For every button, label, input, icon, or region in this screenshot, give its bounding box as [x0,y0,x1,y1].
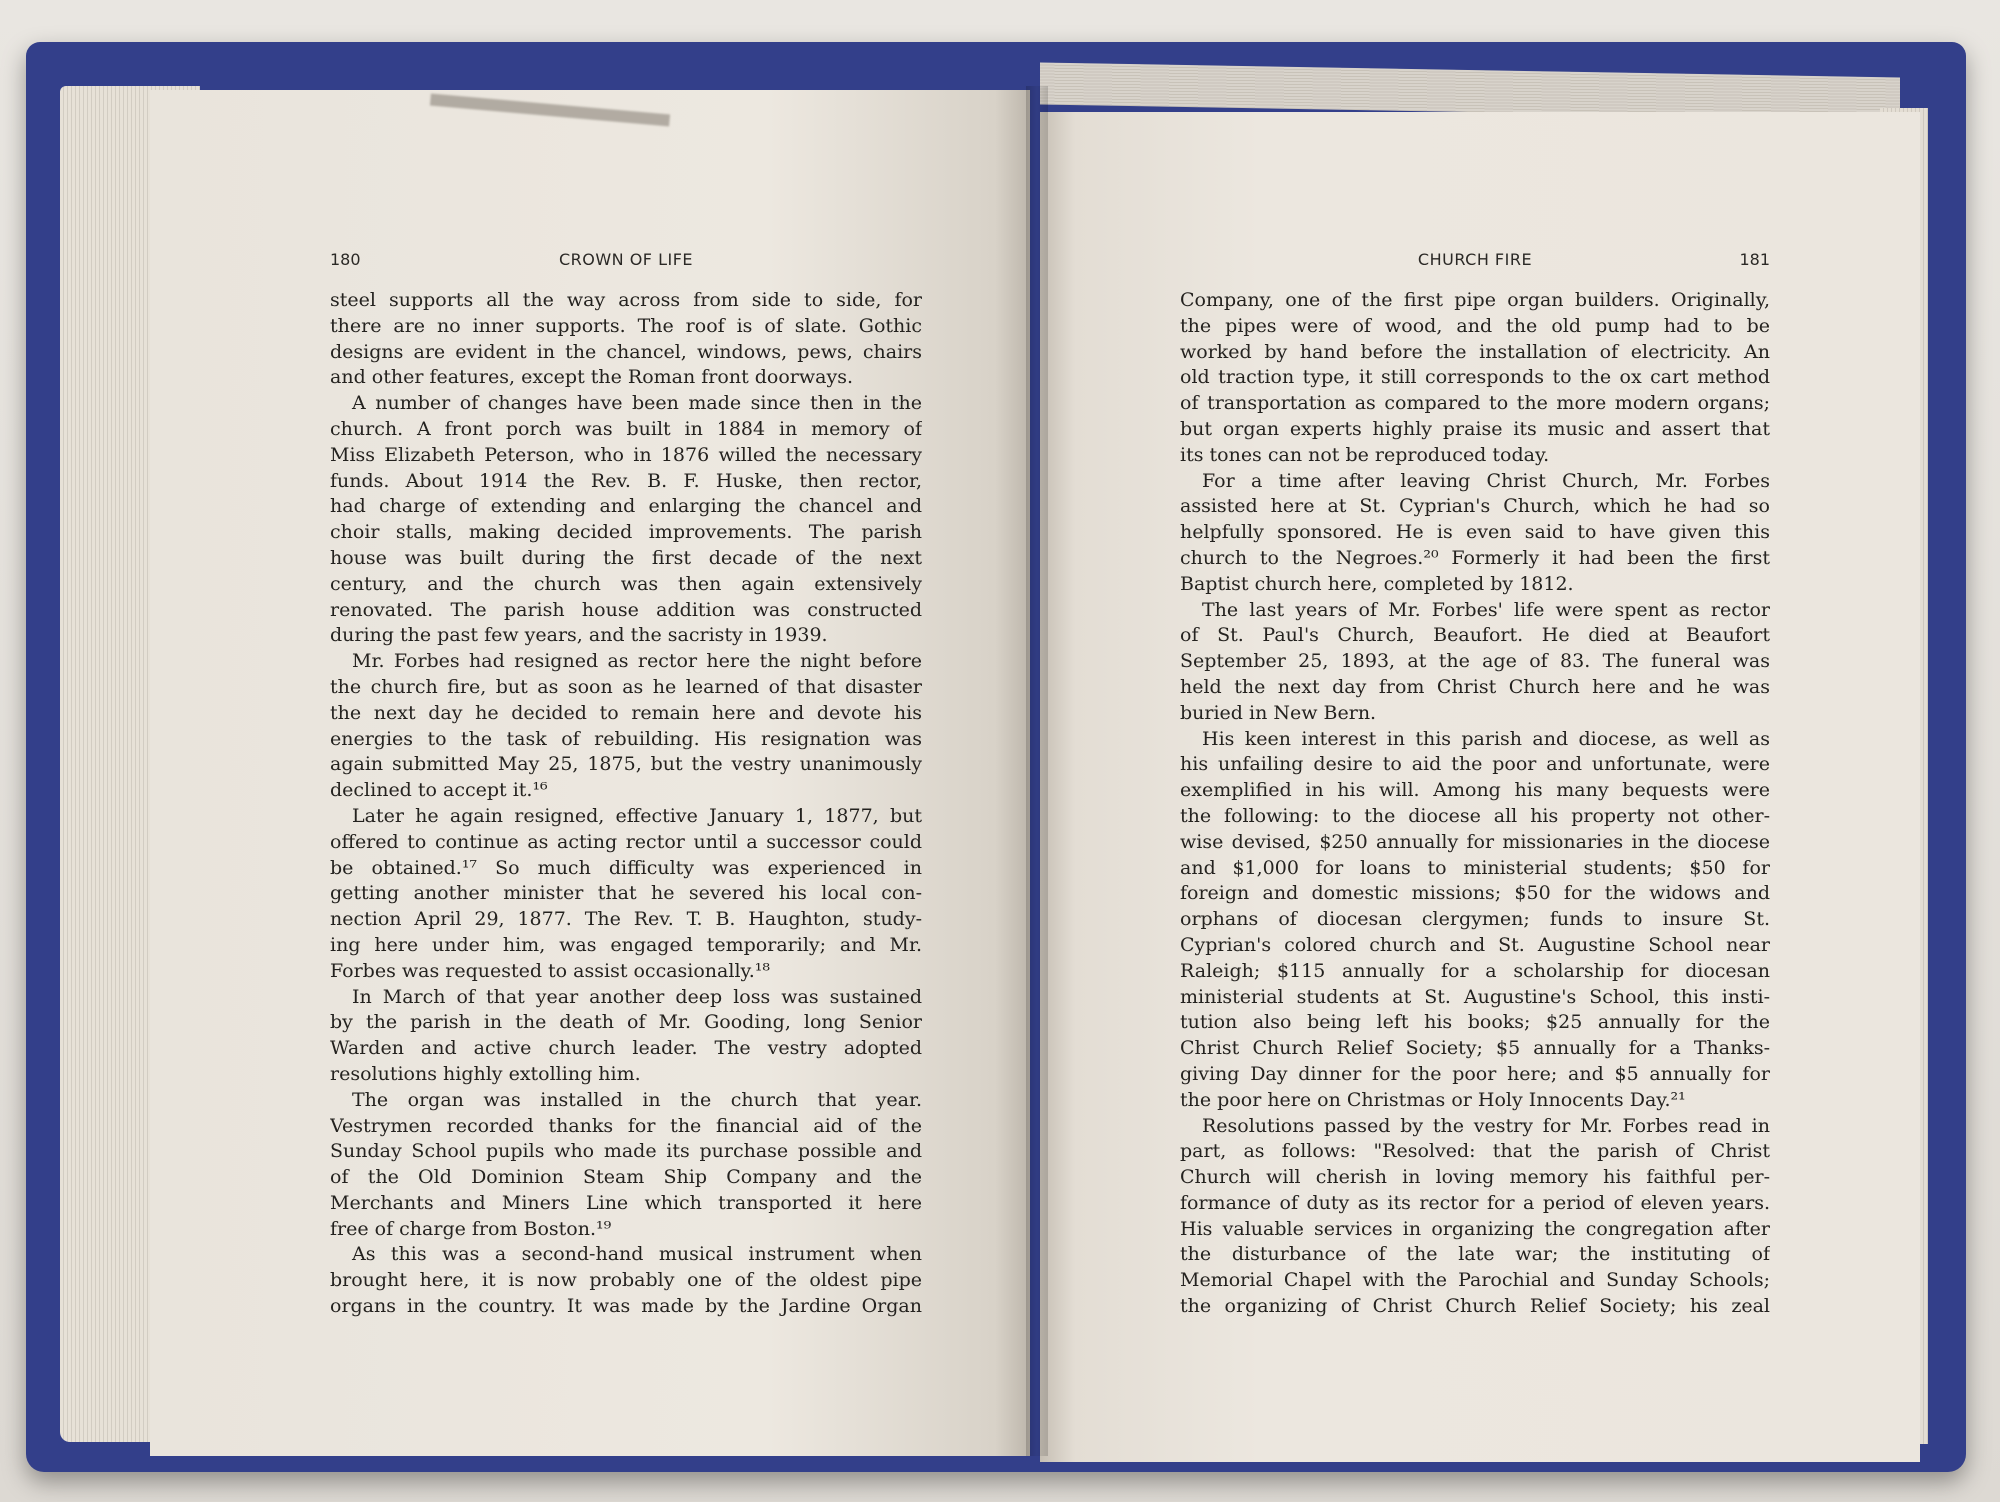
text-line: Vestrymen recorded thanks for the financial aid of the [330,1114,922,1137]
text-line: As this was a second-hand musical instrument when [352,1243,922,1266]
text-line: by the parish in the death of Mr. Gooding, long Senior [330,1011,922,1034]
text-line: The last years of Mr. Forbes' life were spent as rector [1202,598,1770,621]
text-line: For a time after leaving Christ Church, Mr. Forbes [1202,469,1770,492]
text-line: of the Old Dominion Steam Ship Company and the [330,1166,922,1189]
text-line: His keen interest in this parish and diocese, as well as [1202,727,1770,750]
text-line: again submitted May 25, 1875, but the vestry unanimously [330,753,922,776]
text-line: had charge of extending and enlarging the chancel and [330,495,922,518]
text-line: Mr. Forbes had resigned as rector here the night before [352,650,922,673]
text-line: but organ experts highly praise its music and assert that [1180,417,1770,440]
text-line: the next day he decided to remain here and devote his [330,701,922,724]
text-line: choir stalls, making decided improvements. The parish [330,521,922,544]
text-line: century, and the church was then again extensively [330,572,922,595]
text-line: Merchants and Miners Line which transported it here [330,1191,922,1214]
text-line: Later he again resigned, effective January 1, 1877, but [352,804,922,827]
text-line: free of charge from Boston.¹⁹ [330,1217,612,1240]
text-line: church. A front porch was built in 1884 in memory of [330,417,922,440]
text-line: and $1,000 for loans to ministerial students; $50 for [1180,856,1770,879]
text-line: orphans of diocesan clergymen; funds to insure St. [1180,908,1770,931]
text-line: of transportation as compared to the more modern organs; [1180,392,1770,415]
book-gutter [1026,86,1048,1456]
text-line: its tones can not be reproduced today. [1180,443,1550,466]
text-line: organs in the country. It was made by the Jardine Organ [330,1295,922,1318]
text-line: In March of that year another deep loss was sustained [352,985,922,1008]
text-line: Forbes was requested to assist occasionally.¹⁸ [330,959,771,982]
text-line: ministerial students at St. Augustine's School, this insti- [1180,985,1770,1008]
text-line: resolutions highly extolling him. [330,1062,641,1085]
text-line: Miss Elizabeth Peterson, who in 1876 willed the necessary [330,443,922,466]
text-line: held the next day from Christ Church here and he was [1180,675,1770,698]
left-running-title: CROWN OF LIFE [558,250,694,269]
text-line: brought here, it is now probably one of the oldest pipe [330,1269,922,1292]
text-line: giving Day dinner for the poor here; and $5 annually for [1180,1062,1770,1085]
text-line: Memorial Chapel with the Parochial and Sunday Schools; [1180,1269,1770,1292]
text-line: the following: to the diocese all his property not other- [1180,804,1770,827]
text-line: the pipes were of wood, and the old pump had to be [1180,314,1770,337]
text-line: house was built during the first decade of the next [330,546,922,569]
text-line: during the past few years, and the sacristy in 1939. [330,624,828,647]
text-line: wise devised, $250 annually for missionaries in the diocese [1180,830,1770,853]
text-line: helpfully sponsored. He is even said to have given this [1180,521,1770,544]
text-line: getting another minister that he severed his local con- [330,882,922,905]
text-line: of St. Paul's Church, Beaufort. He died at Beaufort [1180,624,1770,647]
text-line: part, as follows: "Resolved: that the parish of Christ [1180,1140,1770,1163]
text-line: buried in New Bern. [1180,701,1377,724]
text-line: funds. About 1914 the Rev. B. F. Huske, then rector, [330,469,922,492]
text-line: the church fire, but as soon as he learned of that disaster [330,675,922,698]
text-line: ing here under him, was engaged temporarily; and Mr. [330,933,922,956]
text-line: be obtained.¹⁷ So much difficulty was experienced in [330,856,922,879]
text-line: formance of duty as its rector for a period of eleven years. [1180,1191,1770,1214]
right-page-number: 181 [1739,250,1770,269]
text-line: Cyprian's colored church and St. Augustine School near [1180,933,1770,956]
text-line: exemplified in his will. Among his many bequests were [1180,779,1770,802]
text-line: there are no inner supports. The roof is of slate. Gothic [330,314,922,337]
text-line: energies to the task of rebuilding. His resignation was [330,727,922,750]
left-page-header [330,250,922,274]
text-line: Baptist church here, completed by 1812. [1180,572,1574,595]
right-page-header [1180,250,1770,274]
text-line: Church will cherish in loving memory his faithful per- [1180,1166,1770,1189]
text-line: his unfailing desire to aid the poor and unfortunate, were [1180,753,1770,776]
text-line: designs are evident in the chancel, windows, pews, chairs [330,340,922,363]
text-line: and other features, except the Roman front doorways. [330,366,853,389]
text-line: His valuable services in organizing the congregation after [1180,1217,1770,1240]
text-line: Christ Church Relief Society; $5 annually for a Thanks- [1180,1037,1770,1060]
text-line: The organ was installed in the church that year. [352,1088,922,1111]
text-line: foreign and domestic missions; $50 for the widows and [1180,882,1770,905]
text-line: Sunday School pupils who made its purchase possible and [330,1140,922,1163]
left-page-body [330,288,922,1320]
left-page-number: 180 [330,250,361,269]
text-line: Company, one of the first pipe organ builders. Originally, [1180,289,1770,311]
text-line: the disturbance of the late war; the instituting of [1180,1243,1770,1266]
text-line: renovated. The parish house addition was constructed [330,598,922,621]
right-page-body [1180,288,1770,1320]
text-line: the organizing of Christ Church Relief Society; his zeal [1180,1295,1770,1318]
text-line: Raleigh; $115 annually for a scholarship for diocesan [1180,959,1770,982]
text-line: church to the Negroes.²⁰ Formerly it had been the first [1180,546,1770,569]
text-line: offered to continue as acting rector until a successor could [330,830,922,853]
text-line: the poor here on Christmas or Holy Innocents Day.²¹ [1180,1088,1686,1111]
text-line: assisted here at St. Cyprian's Church, which he had so [1180,495,1770,518]
text-line: worked by hand before the installation of electricity. An [1180,340,1770,363]
text-line: old traction type, it still corresponds to the ox cart method [1180,366,1770,389]
text-line: September 25, 1893, at the age of 83. The funeral was [1180,650,1770,673]
text-line: steel supports all the way across from side to side, for [330,289,922,311]
text-line: declined to accept it.¹⁶ [330,779,548,802]
right-running-title: CHURCH FIRE [1417,250,1533,269]
text-line: Warden and active church leader. The vestry adopted [330,1037,922,1060]
text-line: Resolutions passed by the vestry for Mr. Forbes read in [1202,1114,1770,1137]
text-line: tution also being left his books; $25 annually for the [1180,1011,1770,1034]
text-line: A number of changes have been made since then in the [352,392,922,415]
text-line: nection April 29, 1877. The Rev. T. B. Haughton, study- [330,908,922,931]
